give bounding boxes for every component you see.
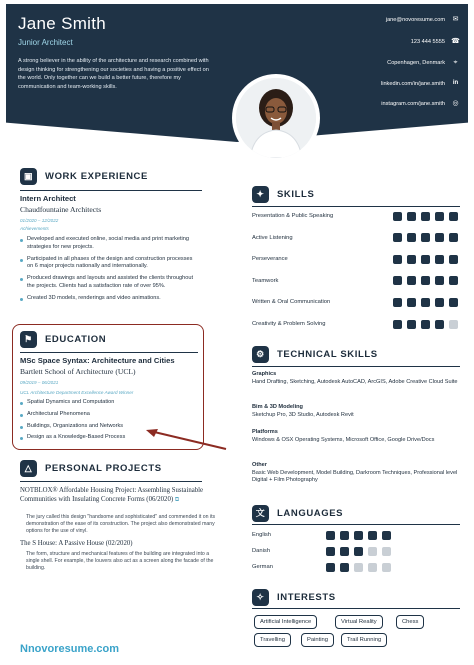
level-dot [449, 276, 458, 285]
language-row [252, 545, 462, 557]
section-interests-title: INTERESTS [277, 592, 336, 603]
level-dot [326, 531, 335, 540]
level-dot [368, 563, 377, 572]
skill-name: Presentation & Public Speaking [252, 213, 334, 219]
section-education-title: EDUCATION [45, 334, 107, 345]
tech-group [252, 462, 462, 485]
instagram-icon: ◎ [452, 100, 459, 107]
language-row [252, 529, 462, 541]
level-dot [421, 298, 430, 307]
skill-row [252, 210, 458, 222]
skill-row [252, 232, 458, 244]
level-dot [382, 531, 391, 540]
education-degree: MSc Space Syntax: Architecture and Cities [20, 356, 175, 365]
level-dot [393, 298, 402, 307]
level-dot [340, 547, 349, 556]
contact-phone-text: 123 444 5555 [410, 38, 445, 45]
skill-level [393, 320, 458, 329]
skill-level [393, 255, 458, 264]
lightbulb-icon: ✦ [252, 186, 269, 203]
contact-email-text: jane@novoresume.com [385, 16, 445, 23]
skill-row [252, 296, 458, 308]
language-row [252, 561, 462, 573]
level-dot [435, 320, 444, 329]
level-dot [435, 212, 444, 221]
section-projects [20, 460, 162, 477]
skill-name: Perseverance [252, 256, 288, 263]
contact-location-text: Copenhagen, Denmark [387, 59, 445, 66]
summary: A strong believer in the ability of the architecture and research combined with design thinking for strengthening our societies and having a positive effect on the world. Only together can we build a better future, therefore my communication and team-working skills. [18, 58, 209, 90]
tech-group [252, 371, 462, 386]
level-dot [354, 531, 363, 540]
level-dot [449, 255, 458, 264]
compass-icon: △ [20, 460, 37, 477]
work-achievements-label: Achievements [20, 226, 49, 231]
phone-icon: ☎ [451, 38, 460, 45]
project-desc: The jury called this design "handsome and sophisticated" and commended it on its demonstration of the ease of its construction. The project also demonstrated many options for the use of vinyl. [26, 514, 216, 534]
skill-level [393, 276, 458, 285]
section-languages [252, 505, 343, 522]
skill-row [252, 275, 458, 287]
tech-group [252, 429, 462, 444]
divider [252, 366, 460, 367]
interest-tag: Chess [396, 615, 424, 629]
level-dot [407, 276, 416, 285]
work-company: Chaudfountaine Architects [20, 205, 102, 214]
level-dot [449, 298, 458, 307]
education-dates: 09/2019 – 06/2021 [20, 380, 59, 385]
level-dot [407, 320, 416, 329]
level-dot [354, 563, 363, 572]
level-dot [393, 255, 402, 264]
level-dot [449, 233, 458, 242]
tech-group-text: Hand Drafting, Sketching, Autodesk AutoCAD, ArcGIS, Adobe Creative Cloud Suite [252, 378, 458, 385]
skill-level [393, 233, 458, 242]
contact-linkedin-text: linkedin.com/in/jane.smith [380, 80, 445, 87]
flag-icon: ⚑ [20, 331, 37, 348]
level-dot [393, 233, 402, 242]
section-technical [252, 346, 378, 363]
list-item: Created 3D models, renderings and video animations. [20, 295, 200, 303]
level-dot [421, 320, 430, 329]
education-award: UCL Architecture Department Excellence Award Winner [20, 390, 134, 395]
section-work-title: WORK EXPERIENCE [45, 171, 148, 182]
level-dot [340, 563, 349, 572]
interest-tag: Artificial Intelligence [254, 615, 317, 629]
level-dot [368, 547, 377, 556]
work-dates: 01/2020 – 12/2022 [20, 218, 59, 223]
project-title-text: NOTBLOX® Affordable Housing Project: Assembling Sustainable Communities with Insulating Concrete Forms (06/2020) [20, 487, 204, 503]
level-dot [449, 212, 458, 221]
divider [252, 206, 460, 207]
level-dot [407, 255, 416, 264]
tech-group [252, 404, 462, 419]
list-item: Spatial Dynamics and Computation [20, 399, 200, 407]
skill-level [393, 212, 458, 221]
language-name: German [252, 564, 273, 570]
level-dot [326, 547, 335, 556]
novoresume-logo: Nnovoresume.com [20, 643, 120, 655]
tech-group-text: Windows & OSX Operating Systems, Microsoft Office, Google Drive/Docs [252, 436, 435, 443]
project-desc: The form, structure and mechanical features of the building are integrated into a single shell. For example, the louvers also act as a screen along the facade of the building. [26, 551, 214, 571]
divider [252, 524, 460, 525]
list-item: Produced drawings and layouts and assisted the clients throughout the projects. Clients had a satisfaction rate of over 95%. [20, 275, 200, 291]
language-name: English [252, 532, 272, 538]
skill-name: Active Listening [252, 234, 293, 241]
level-dot [449, 320, 458, 329]
skill-level [393, 298, 458, 307]
project-title [20, 486, 220, 505]
divider [252, 608, 460, 609]
level-dot [326, 563, 335, 572]
list-item: Buildings, Organizations and Networks [20, 423, 200, 431]
project-title: The S House: A Passive House (02/2020) [20, 540, 133, 547]
skill-row [252, 318, 458, 330]
section-languages-title: LANGUAGES [277, 508, 344, 519]
level-dot [340, 531, 349, 540]
tech-group-head: Platforms [252, 429, 278, 435]
divider [20, 481, 202, 482]
logo-text: novoresume.com [27, 643, 120, 655]
level-dot [421, 233, 430, 242]
level-dot [393, 212, 402, 221]
briefcase-icon: ▣ [20, 168, 37, 185]
job-role: Junior Architect [18, 38, 73, 47]
interest-tag: Painting [301, 633, 334, 647]
language-level [326, 563, 391, 572]
list-item: Design as a Knowledge-Based Process [20, 434, 200, 442]
level-dot [421, 276, 430, 285]
level-dot [407, 212, 416, 221]
star-icon: ✧ [252, 589, 269, 606]
level-dot [368, 531, 377, 540]
tech-group-head: Bim & 3D Modeling [252, 404, 303, 410]
level-dot [435, 276, 444, 285]
tech-group-head: Other [252, 462, 267, 468]
location-icon: ⌖ [453, 59, 458, 66]
interest-tag: Trail Running [341, 633, 387, 647]
section-technical-title: TECHNICAL SKILLS [277, 349, 378, 360]
interest-tag: Virtual Reality [335, 615, 383, 629]
section-skills [252, 186, 314, 203]
tech-group-text: Basic Web Development, Model Building, Darkroom Techniques, Professional level Digital + Film Photography [252, 469, 458, 484]
skill-row [252, 253, 458, 265]
language-level [326, 547, 391, 556]
level-dot [382, 547, 391, 556]
section-interests [252, 589, 336, 606]
linkedin-icon: in [452, 80, 459, 86]
skill-name: Written & Oral Communication [252, 299, 331, 306]
level-dot [435, 298, 444, 307]
level-dot [421, 212, 430, 221]
skill-name: Teamwork [252, 277, 279, 284]
contact-instagram-text: instagram.com/jane.smith [381, 100, 445, 107]
education-school: Bartlett School of Architecture (UCL) [20, 367, 136, 376]
tech-group-text: Sketchup Pro, 3D Studio, Autodesk Revit [252, 411, 354, 418]
level-dot [393, 320, 402, 329]
section-skills-title: SKILLS [277, 189, 315, 200]
level-dot [407, 298, 416, 307]
gear-icon: ⚙ [252, 346, 269, 363]
level-dot [421, 255, 430, 264]
list-item: Participated in all phases of the design and construction processes on 6 major projects nationally and internationally. [20, 256, 200, 272]
level-dot [435, 233, 444, 242]
mail-icon: ✉ [452, 16, 459, 23]
work-job-title: Intern Architect [20, 194, 76, 203]
external-link-icon[interactable]: ⧉ [174, 497, 180, 503]
level-dot [354, 547, 363, 556]
tech-group-head: Graphics [252, 371, 277, 377]
skill-name: Creativity & Problem Solving [252, 321, 326, 327]
level-dot [407, 233, 416, 242]
section-projects-title: PERSONAL PROJECTS [45, 463, 162, 474]
language-level [326, 531, 391, 540]
level-dot [435, 255, 444, 264]
translate-icon: 文 [252, 505, 269, 522]
name: Jane Smith [18, 14, 107, 33]
list-item: Architectural Phenomena [20, 411, 200, 419]
interest-tag: Travelling [254, 633, 291, 647]
language-name: Danish [252, 548, 271, 554]
list-item: Developed and executed online, social media and print marketing strategies for new projects. [20, 236, 200, 252]
level-dot [393, 276, 402, 285]
level-dot [382, 563, 391, 572]
